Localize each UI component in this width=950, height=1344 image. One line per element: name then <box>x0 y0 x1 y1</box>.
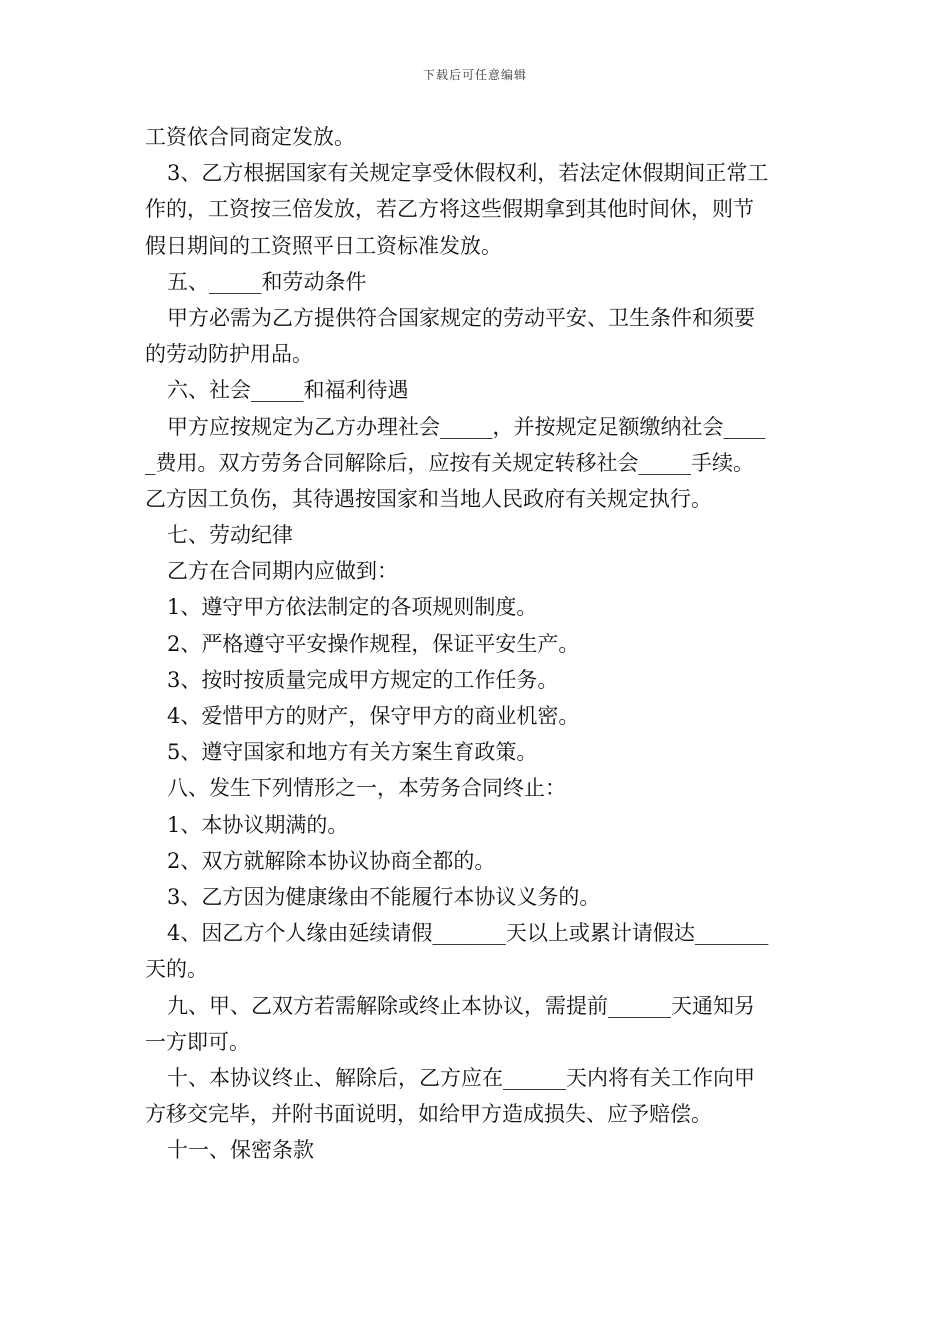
list-item: 3、按时按质量完成甲方规定的工作任务。 <box>167 667 559 692</box>
section-heading: 七、劳动纪律 <box>167 523 293 548</box>
body-line: 乙方因工负伤，其待遇按国家和当地人民政府有关规定执行。 <box>145 486 712 511</box>
document-body <box>145 119 810 1168</box>
page-header-note: 下载后可任意编辑 <box>422 68 527 82</box>
body-line: 甲方应按规定为乙方办理社会_____，并按规定足额缴纳社会____ <box>167 414 766 439</box>
section-heading: 十一、保密条款 <box>167 1138 314 1163</box>
list-item: 2、双方就解除本协议协商全都的。 <box>167 848 496 873</box>
body-line: 作的，工资按三倍发放，若乙方将这些假期拿到其他时间休，则节 <box>145 197 754 222</box>
body-line: 天的。 <box>145 957 208 982</box>
body-line: 假日期间的工资照平日工资标准发放。 <box>145 233 502 258</box>
list-item: 4、爱惜甲方的财产，保守甲方的商业机密。 <box>167 704 580 728</box>
body-line: 的劳动防护用品。 <box>145 342 313 367</box>
list-item: 4、因乙方个人缘由延续请假_______天以上或累计请假达_______ <box>167 921 769 946</box>
list-item: 1、本协议期满的。 <box>167 812 349 837</box>
list-item: 2、严格遵守平安操作规程，保证平安生产。 <box>167 631 580 656</box>
list-item: 5、遵守国家和地方有关方案生育政策。 <box>167 740 538 765</box>
section-heading: 八、发生下列情形之一，本劳务合同终止： <box>167 776 566 801</box>
body-line: 方移交完毕，并附书面说明，如给甲方造成损失、应予赔偿。 <box>145 1102 712 1127</box>
section-heading: 十、本协议终止、解除后，乙方应在______天内将有关工作向甲 <box>167 1065 755 1090</box>
body-line: 一方即可。 <box>145 1029 250 1054</box>
list-item: 1、遵守甲方依法制定的各项规则制度。 <box>167 595 538 620</box>
body-line: 3、乙方根据国家有关规定享受休假权利，若法定休假期间正常工 <box>167 161 769 186</box>
list-item: 3、乙方因为健康缘由不能履行本协议义务的。 <box>167 884 601 909</box>
section-heading: 五、_____和劳动条件 <box>167 269 367 294</box>
body-line: _费用。双方劳务合同解除后，应按有关规定转移社会_____手续。 <box>145 450 754 475</box>
body-line: 工资依合同商定发放。 <box>145 125 355 149</box>
section-heading: 九、甲、乙双方若需解除或终止本协议，需提前______天通知另 <box>167 993 755 1018</box>
body-line: 乙方在合同期内应做到： <box>167 559 398 584</box>
section-heading: 六、社会_____和福利待遇 <box>167 378 409 403</box>
body-line: 甲方必需为乙方提供符合国家规定的劳动平安、卫生条件和须要 <box>167 305 755 330</box>
